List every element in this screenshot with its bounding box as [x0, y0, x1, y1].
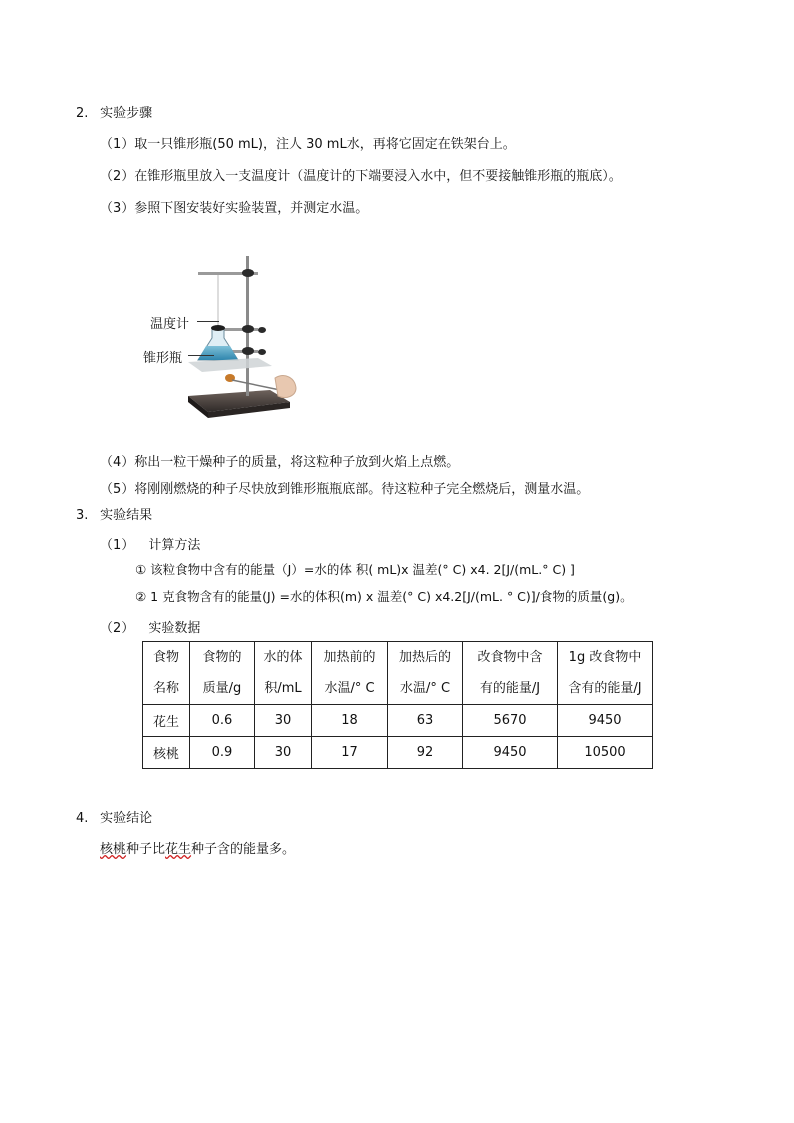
section-2-heading: 2. 实验步骤 [76, 106, 153, 121]
formula-2: ② 1 克食物含有的能量(J) =水的体积(m) x 温差(° C) x4.2[J/(mL. ° C)]/食物的质量(g)。 [135, 589, 633, 604]
header-food-mass: 食物的 质量/g [190, 642, 255, 705]
cell-temp-before: 17 [312, 737, 388, 769]
step-5: （5）将刚刚燃烧的种子尽快放到锥形瓶瓶底部。待这粒种子完全燃烧后，测量水温。 [100, 482, 590, 497]
cell-energy-per-gram: 9450 [558, 705, 653, 737]
header-temp-before: 加热前的 水温/° C [312, 642, 388, 705]
conclusion-part-4: 种子含的能量多。 [191, 842, 296, 857]
section-3-heading: 3. 实验结果 [76, 508, 153, 523]
cell-temp-after: 92 [388, 737, 463, 769]
cell-temp-after: 63 [388, 705, 463, 737]
label-thermometer: 温度计 [150, 317, 190, 332]
header-food-name: 食物 名称 [143, 642, 190, 705]
section-4-heading: 4. 实验结论 [76, 811, 153, 826]
cell-energy: 5670 [463, 705, 558, 737]
cell-food-name: 花生 [143, 705, 190, 737]
thermometer-leader-line [197, 321, 219, 322]
header-energy-per-gram: 1g 改食物中 含有的能量/J [558, 642, 653, 705]
step-2: （2）在锥形瓶里放入一支温度计（温度计的下端要浸入水中，但不要接触锥形瓶的瓶底）。 [100, 169, 622, 184]
cell-water-volume: 30 [255, 705, 312, 737]
header-water-volume: 水的体 积/mL [255, 642, 312, 705]
cell-energy: 9450 [463, 737, 558, 769]
apparatus-figure [140, 250, 320, 425]
data-table [142, 641, 653, 769]
apparatus-illustration [140, 250, 320, 425]
method-label: （1） [100, 538, 135, 553]
cell-food-name: 核桃 [143, 737, 190, 769]
section-4-title: 实验结论 [100, 811, 153, 826]
step-3: （3）参照下图安装好实验装置，并测定水温。 [100, 201, 369, 216]
step-4: （4）称出一粒干燥种子的质量，将这粒种子放到火焰上点燃。 [100, 455, 460, 470]
cell-water-volume: 30 [255, 737, 312, 769]
conclusion-part-2: 种子比 [126, 842, 166, 857]
data-heading [100, 617, 200, 636]
cell-temp-before: 18 [312, 705, 388, 737]
flask-leader-line [188, 355, 214, 356]
table-row [143, 705, 653, 737]
label-flask: 锥形瓶 [143, 351, 183, 366]
method-heading [100, 534, 200, 553]
cell-energy-per-gram: 10500 [558, 737, 653, 769]
header-temp-after: 加热后的 水温/° C [388, 642, 463, 705]
step-1: （1）取一只锥形瓶(50 mL)，注人 30 mL水，再将它固定在铁架台上。 [100, 137, 516, 152]
formula-1: ① 该粒食物中含有的能量（J）=水的体 积( mL)x 温差(° C) x4. 2[J/(mL.° C) ] [135, 562, 575, 577]
method-title: 计算方法 [148, 538, 201, 553]
table-row [143, 737, 653, 769]
section-2-title: 实验步骤 [100, 106, 153, 121]
header-energy: 改食物中含 有的能量/J [463, 642, 558, 705]
data-label: （2） [100, 621, 135, 636]
cell-food-mass: 0.6 [190, 705, 255, 737]
data-title: 实验数据 [148, 621, 201, 636]
table-header-row [143, 642, 653, 705]
cell-food-mass: 0.9 [190, 737, 255, 769]
section-3-title: 实验结果 [100, 508, 153, 523]
conclusion-walnut: 核桃 [100, 842, 127, 857]
conclusion-text [100, 838, 295, 857]
conclusion-peanut: 花生 [165, 842, 192, 857]
